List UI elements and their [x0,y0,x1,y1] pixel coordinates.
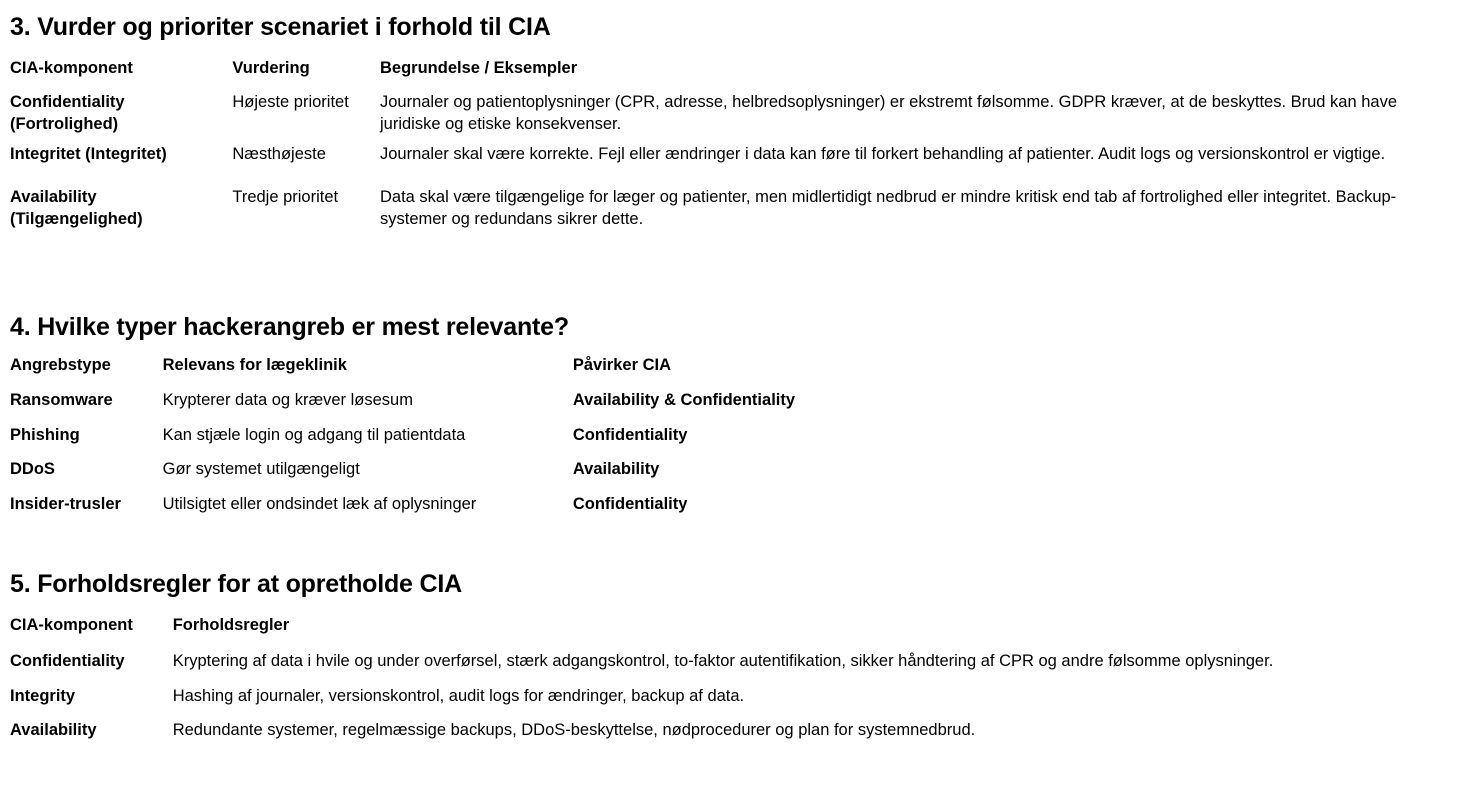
table-row [10,651,1430,686]
cell-measures: Redundante systemer, regelmæssige backups, DDoS-beskyttelse, nødprocedurer og plan for systemnedbrud. [172,721,976,740]
table-row [10,425,1010,460]
cell-attack-type: Insider-trusler [10,495,121,514]
column-header-rationale: Begrundelse / Eksempler [379,59,578,77]
cell-affects-cia: Confidentiality [572,425,688,444]
cell-affects-cia: Availability & Confidentiality [572,390,796,409]
cia-priority-table [10,58,1430,240]
cell-relevance: Krypterer data og kræver løsesum [162,390,413,409]
cell-relevance: Kan stjæle login og adgang til patientdata [162,425,466,444]
cell-rationale: Data skal være tilgængelige for læger og patienter, men midlertidigt nedbrud er mindre kritisk end tab af fortrolighed eller integritet. Backup-systemer og redundans sikrer dette. [379,188,1397,228]
table-row [10,494,1010,529]
cell-component: Integritet (Integritet) [10,145,167,164]
table-row [10,390,1010,425]
cell-assessment: Næsthøjeste [232,145,326,164]
column-header-assessment: Vurdering [232,59,310,77]
column-header-measures: Forholdsregler [172,616,290,634]
column-header-component: CIA-komponent [10,59,133,77]
cell-attack-type: DDoS [10,460,55,479]
table-row [10,686,1430,721]
cell-affects-cia: Availability [572,460,660,479]
table-header-row [10,615,1430,651]
table-row [10,720,1430,755]
section-5-heading: 5. Forholdsregler for at opretholde CIA [10,570,462,598]
column-header-relevance: Relevans for lægeklinik [162,356,347,374]
cell-affects-cia: Confidentiality [572,495,688,514]
cell-attack-type: Phishing [10,425,80,444]
table-row [10,459,1010,494]
column-header-attack-type: Angrebstype [10,356,111,374]
section-4-heading: 4. Hvilke typer hackerangreb er mest relevante? [10,313,569,341]
cell-assessment: Tredje prioritet [232,188,339,207]
cell-relevance: Gør systemet utilgængeligt [162,460,360,479]
attack-types-table [10,355,1010,529]
cell-assessment: Højeste prioritet [232,92,349,111]
table-header-row [10,355,1010,390]
table-row [10,92,1430,145]
cell-component: Confidentiality (Fortrolighed) [10,92,125,133]
cell-relevance: Utilsigtet eller ondsindet læk af oplysninger [162,495,477,514]
cell-rationale: Journaler skal være korrekte. Fejl eller ændringer i data kan føre til forkert behandling af patienter. Audit logs og versionskontrol er vigtige. [379,145,1386,164]
column-header-component: CIA-komponent [10,616,133,634]
cell-component: Integrity [10,686,76,705]
column-header-affects-cia: Påvirker CIA [572,356,671,374]
table-row [10,144,1430,175]
cell-component: Availability [10,721,97,740]
table-row [10,175,1430,240]
cell-attack-type: Ransomware [10,390,113,409]
cell-component: Confidentiality [10,651,125,670]
cia-measures-table [10,615,1430,755]
section-3-heading: 3. Vurder og prioriter scenariet i forhold til CIA [10,13,551,41]
table-header-row [10,58,1430,92]
cell-rationale: Journaler og patientoplysninger (CPR, adresse, helbredsoplysninger) er ekstremt følsomme. GDPR kræver, at de beskyttes. Brud kan have juridiske og etiske konsekvenser. [379,92,1398,133]
cell-measures: Hashing af journaler, versionskontrol, audit logs for ændringer, backup af data. [172,686,745,705]
cell-measures: Kryptering af data i hvile og under overførsel, stærk adgangskontrol, to-faktor autentifikation, sikker håndtering af CPR og andre følsomme oplysninger. [172,651,1274,670]
cell-component: Availability (Tilgængelighed) [10,188,143,228]
